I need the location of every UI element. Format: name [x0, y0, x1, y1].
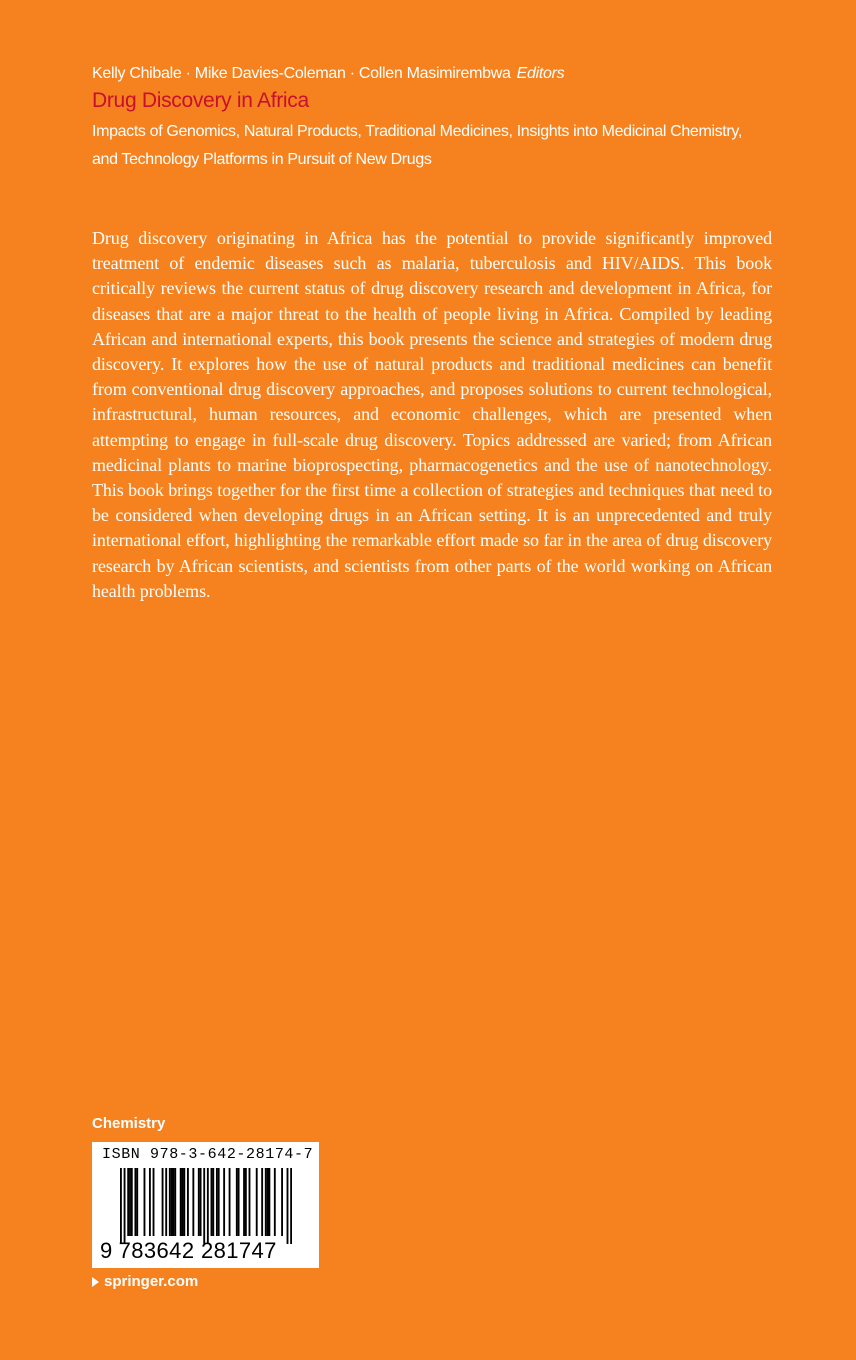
barcode-digits-group-1: 783642 — [118, 1238, 195, 1263]
barcode-bar — [223, 1168, 225, 1236]
isbn-barcode — [92, 1142, 319, 1268]
barcode-bar — [245, 1168, 247, 1236]
barcode-bar — [281, 1168, 283, 1236]
barcode-bar — [243, 1168, 245, 1236]
barcode-digit-first: 9 — [100, 1238, 113, 1263]
barcode-bar — [218, 1168, 220, 1236]
editors-role: Editors — [516, 65, 565, 82]
editors-line — [92, 62, 772, 86]
barcode-bar — [229, 1168, 231, 1236]
editors-names: Kelly Chibale · Mike Davies-Coleman · Collen Masimirembwa — [92, 65, 511, 82]
publisher-link[interactable] — [92, 1273, 198, 1290]
barcode-bar — [211, 1168, 213, 1236]
book-title: Drug Discovery in Africa — [92, 89, 309, 112]
subtitle-line-2: and Technology Platforms in Pursuit of New Drugs — [92, 151, 432, 168]
book-description: Drug discovery originating in Africa has the potential to provide significantly improved treatment of endemic diseases such as malaria, tuberculosis and HIV/AIDS. This book critically reviews the current status of drug discovery research and development in Africa, for diseases that are a major threat to the health of people living in Africa. Compiled by leading African and international experts, this book presents the science and strategies of modern drug discovery. It explores how the use of natural products and traditional medicines can benefit from conventional drug discovery approaches, and proposes solutions to current technological, infrastructural, human resources, and economic challenges, which are presented when attempting to engage in full-scale drug discovery. Topics addressed are varied; from African medicinal plants to marine bioprospecting, pharmacogenetics and the use of nanotechnology. This book brings together for the first time a collection of strategies and techniques that need to be considered when developing drugs in an African setting. It is an unprecedented and truly international effort, highlighting the remarkable effort made so far in the area of drug discovery research by African scientists, and scientists from other parts of the world working on African health problems. — [92, 228, 772, 601]
arrow-right-icon — [92, 1277, 99, 1287]
barcode-bar — [182, 1168, 184, 1236]
barcode-bar — [200, 1168, 202, 1236]
barcode-bar — [124, 1168, 126, 1244]
barcode-bar — [173, 1168, 175, 1236]
barcode-digits — [100, 1238, 277, 1264]
barcode-bar — [249, 1168, 251, 1236]
barcode-bar — [127, 1168, 129, 1236]
barcode-bar — [261, 1168, 263, 1236]
barcode-bar — [162, 1168, 164, 1236]
barcode-bar — [153, 1168, 155, 1236]
barcode-bar — [256, 1168, 258, 1236]
book-subtitle — [92, 118, 772, 174]
barcode-bars — [120, 1168, 292, 1244]
barcode-bar — [165, 1168, 167, 1236]
subtitle-line-1: Impacts of Genomics, Natural Products, Traditional Medicines, Insights into Medicinal Chemistry, — [92, 123, 742, 140]
barcode-bar — [129, 1168, 131, 1236]
barcode-bar — [174, 1168, 176, 1236]
barcode-bar — [287, 1168, 289, 1244]
barcode-bar — [238, 1168, 240, 1236]
barcode-bar — [207, 1168, 209, 1244]
barcode-bar — [149, 1168, 151, 1236]
barcode-bar — [134, 1168, 136, 1236]
barcode-bar — [120, 1168, 122, 1244]
isbn-label: ISBN 978-3-642-28174-7 — [102, 1146, 314, 1163]
barcode-bar — [274, 1168, 276, 1236]
barcode-bar — [268, 1168, 270, 1236]
barcode-bar — [131, 1168, 133, 1236]
subject-category: Chemistry — [92, 1115, 166, 1132]
barcode-bar — [267, 1168, 269, 1236]
barcode-bar — [290, 1168, 292, 1244]
barcode-bar — [203, 1168, 205, 1244]
barcode-bar — [265, 1168, 267, 1236]
barcode-bar — [144, 1168, 146, 1236]
barcode-bar — [169, 1168, 171, 1236]
publisher-url: springer.com — [104, 1273, 199, 1290]
barcode-bar — [187, 1168, 189, 1236]
cover-header — [92, 62, 772, 174]
barcode-bar — [236, 1168, 238, 1236]
barcode-bar — [212, 1168, 214, 1236]
barcode-bar — [192, 1168, 194, 1236]
barcode-bar — [180, 1168, 182, 1236]
barcode-bar — [183, 1168, 185, 1236]
barcode-bar — [216, 1168, 218, 1236]
barcode-bar — [136, 1168, 138, 1236]
barcode-bar — [171, 1168, 173, 1236]
barcode-bar — [198, 1168, 200, 1236]
barcode-digits-group-2: 281747 — [200, 1238, 277, 1263]
